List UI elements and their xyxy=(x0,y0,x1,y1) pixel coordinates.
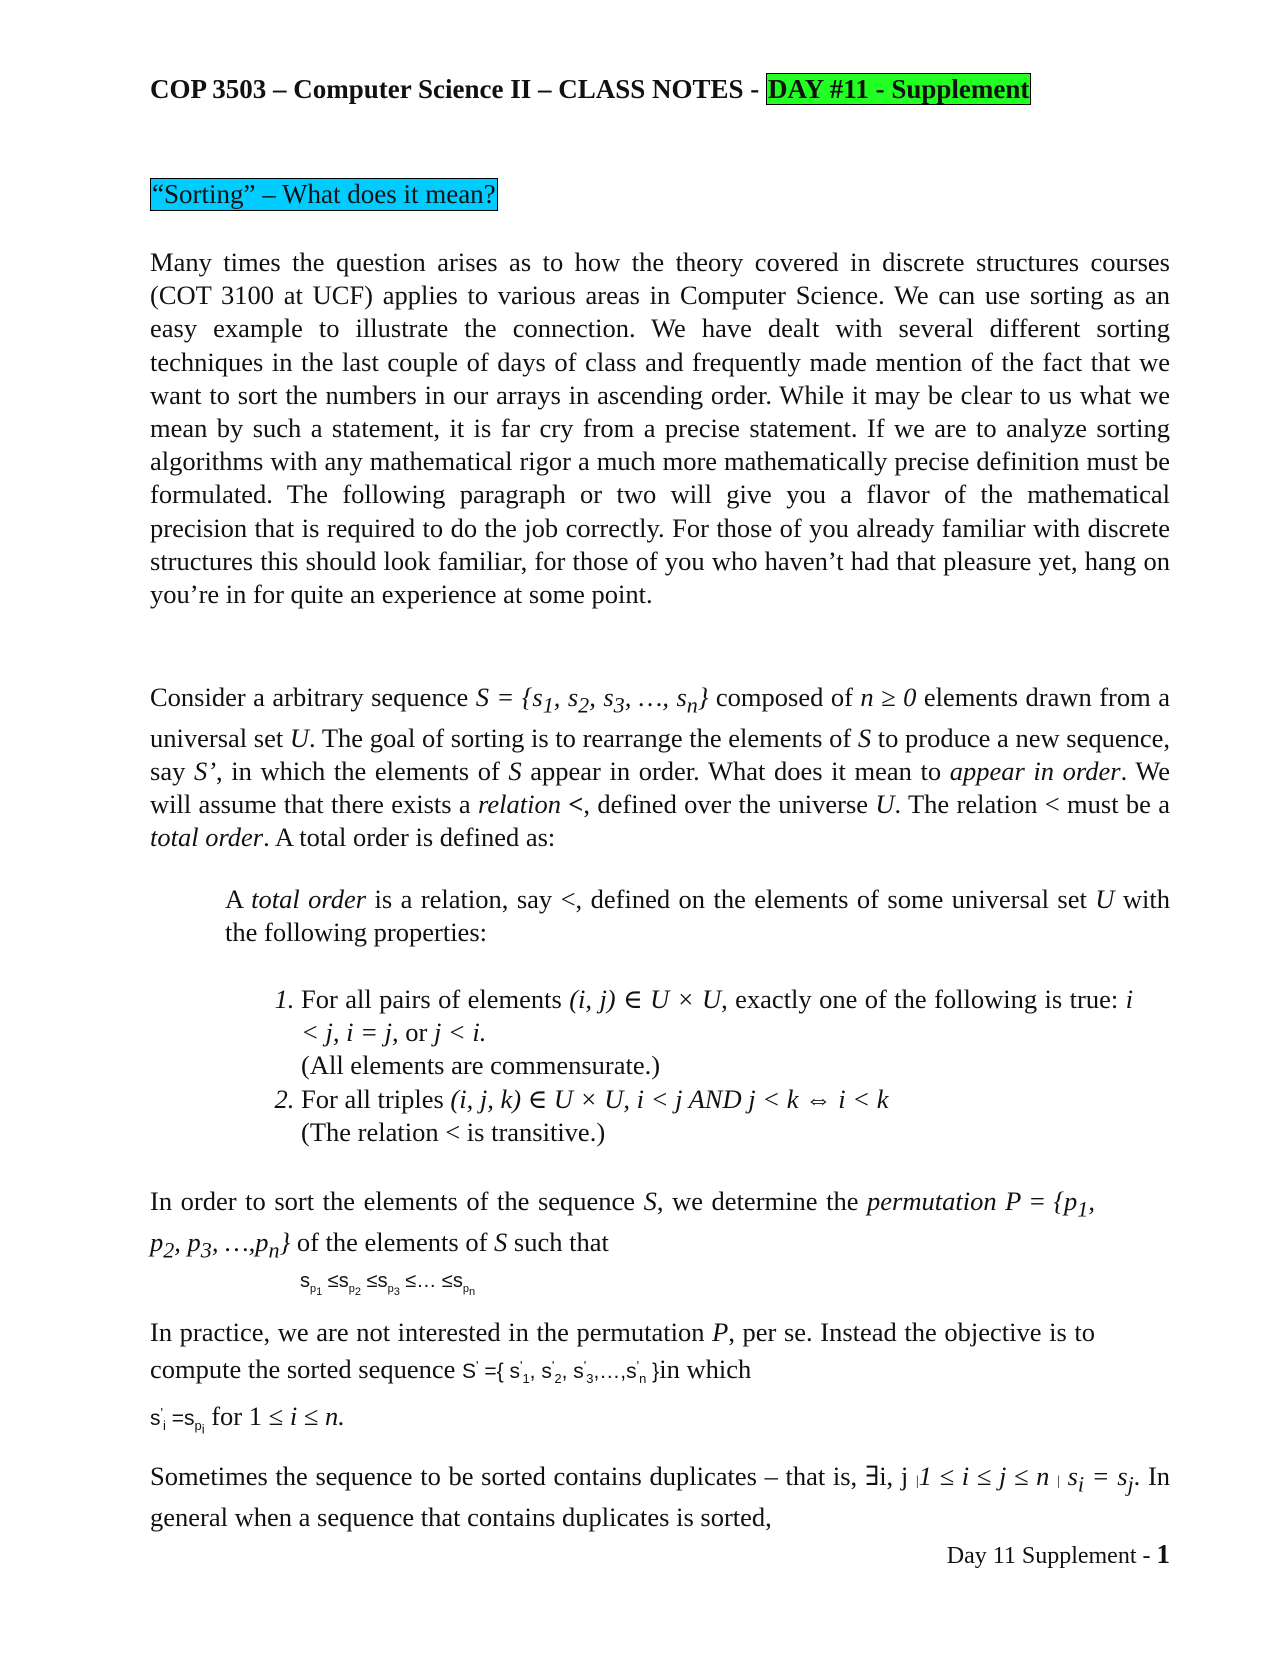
emphasis: appear in order xyxy=(949,755,1121,786)
text: In order to sort the elements of the sequence xyxy=(150,1186,644,1216)
text: composed of xyxy=(708,682,861,712)
text: for 1 ≤ xyxy=(204,1400,290,1431)
text: For all triples xyxy=(301,1083,451,1114)
emphasis: total order xyxy=(251,884,367,914)
section-title: “Sorting” – What does it mean? xyxy=(152,179,496,209)
text xyxy=(1049,1461,1057,1491)
text: For all pairs of elements xyxy=(301,984,570,1014)
property-note: (The relation < is transitive.) xyxy=(301,1116,606,1147)
permutation-paragraph xyxy=(150,1185,1095,1266)
property-note: (All elements are commensurate.) xyxy=(301,1050,661,1081)
separator-bar: | xyxy=(1057,1474,1060,1489)
math: U xyxy=(289,722,310,753)
intro-paragraph: Many times the question arises as to how the theory covered in discrete structures courses (COT 3100 at UCF) applies to various areas in Computer Science. We can use sorting as an easy example to illustrate the connection. We have dealt with several different sorting techniques in the last couple of days of class and frequently made mention of the fact that we want to sort the numbers in our arrays in ascending order. While it may be clear to us what we mean by such a statement, it is far cry from a precise statement. If we are to analyze sorting algorithms with any mathematical rigor a much more mathematically precise definition must be formulated. The following paragraph or two will give you a flavor of the mathematical precision that is required to do the job correctly. For those of you already familiar with discrete structures this should look familiar, for those of you who haven’t had that pleasure yet, hang on you’re in for quite an experience at some point. xyxy=(150,247,1170,610)
text: to produce a new sequence, say xyxy=(150,722,1170,786)
text: with the following properties: xyxy=(225,884,1170,948)
math: S xyxy=(857,722,872,753)
math: i ≤ n. xyxy=(289,1400,345,1431)
text: in which xyxy=(659,1354,752,1385)
text: . A total order is defined as: xyxy=(263,822,556,853)
text: elements drawn from a universal set xyxy=(150,682,1170,753)
math: (i, j) ∈ U × U xyxy=(569,984,722,1014)
text: appear in order. What does it mean to xyxy=(521,755,950,786)
text: Sometimes the sequence to be sorted contains duplicates – that is, ∃i, j xyxy=(150,1461,916,1491)
header-day-highlight: DAY #11 - Supplement xyxy=(768,74,1030,104)
separator-bar: | xyxy=(915,1474,919,1489)
text: , per se. Instead the objective is to compute the sorted sequence xyxy=(150,1317,1095,1385)
element-equality-math: $s'_i =s_{p_i}$ xyxy=(150,1404,205,1437)
duplicate-condition: $s_i = s_j$ xyxy=(1067,1461,1134,1497)
list-item xyxy=(301,983,1133,1083)
text: , defined over the universe xyxy=(583,788,876,819)
math: (i, j, k) ∈ U × U, i < j AND j < k ⇔ i < k xyxy=(450,1083,889,1114)
sorted-sequence-paragraph xyxy=(150,1316,1095,1446)
math: n ≥ 0 xyxy=(860,682,917,712)
emphasis: relation xyxy=(478,788,561,819)
text: , we determine the xyxy=(656,1186,868,1216)
sorted-order-equation: $s_{p_1} \le s_{p_2} \le s_{p_3}$ ≤… $\le s_{p_n}$ xyxy=(300,1270,476,1299)
math: U xyxy=(875,788,895,819)
footer-label: Day 11 Supplement - xyxy=(946,1543,1157,1569)
header-title: COP 3503 – Computer Science II – CLASS NOTES - xyxy=(150,74,760,104)
permutation-set: {$p_1$, $p_2$, $p_3$, $\dots,p_n$} xyxy=(150,1186,1095,1262)
text: is a relation, say <, defined on the elements of some universal set xyxy=(366,884,1096,914)
text: , in which the elements of xyxy=(216,755,509,786)
math: P xyxy=(712,1317,729,1347)
page-footer xyxy=(947,1539,1170,1570)
math: 1 ≤ i ≤ j ≤ n xyxy=(918,1461,1050,1491)
math: S xyxy=(508,755,522,786)
math: U xyxy=(1095,884,1115,914)
page-number: 1 xyxy=(1156,1539,1170,1569)
sequence-S: $S = \{s_1$, $s_2$, $s_3$, …, $s_n$} xyxy=(475,682,709,718)
text: . The relation < must be a xyxy=(894,788,1171,819)
duplicates-paragraph xyxy=(150,1460,1170,1534)
math: S xyxy=(643,1186,657,1216)
text: In practice, we are not interested in the permutation xyxy=(150,1317,713,1347)
list-item xyxy=(301,1083,1133,1149)
emphasis: total order xyxy=(150,822,264,853)
sorted-sequence-math: S' ={ $s'_1$, $s'_2$, $s'_3,\dots,s'_n$ } xyxy=(462,1358,660,1387)
definition-paragraph xyxy=(225,883,1170,949)
math: < xyxy=(560,788,584,819)
page-header xyxy=(150,74,1031,105)
text: Consider a arbitrary sequence xyxy=(150,682,476,712)
text: = xyxy=(1021,1186,1054,1216)
math: S xyxy=(494,1226,508,1257)
math: j < i. xyxy=(433,1017,487,1048)
text: . The goal of sorting is to rearrange the elements of xyxy=(309,722,858,753)
text: . In general when a sequence that contains duplicates is sorted, xyxy=(150,1461,1171,1532)
text: . We will assume that there exists a xyxy=(150,755,1170,819)
text: of the elements of xyxy=(290,1226,495,1257)
text: A xyxy=(225,884,252,914)
properties-list xyxy=(263,983,1133,1149)
text: or xyxy=(398,1017,434,1048)
emphasis: permutation P xyxy=(867,1186,1022,1216)
text: , exactly one of the following is true: xyxy=(721,984,1126,1014)
sequence-paragraph xyxy=(150,681,1170,854)
text: such that xyxy=(507,1226,609,1257)
math: i < j, i = j, xyxy=(301,984,1134,1048)
math: S’ xyxy=(193,755,217,786)
